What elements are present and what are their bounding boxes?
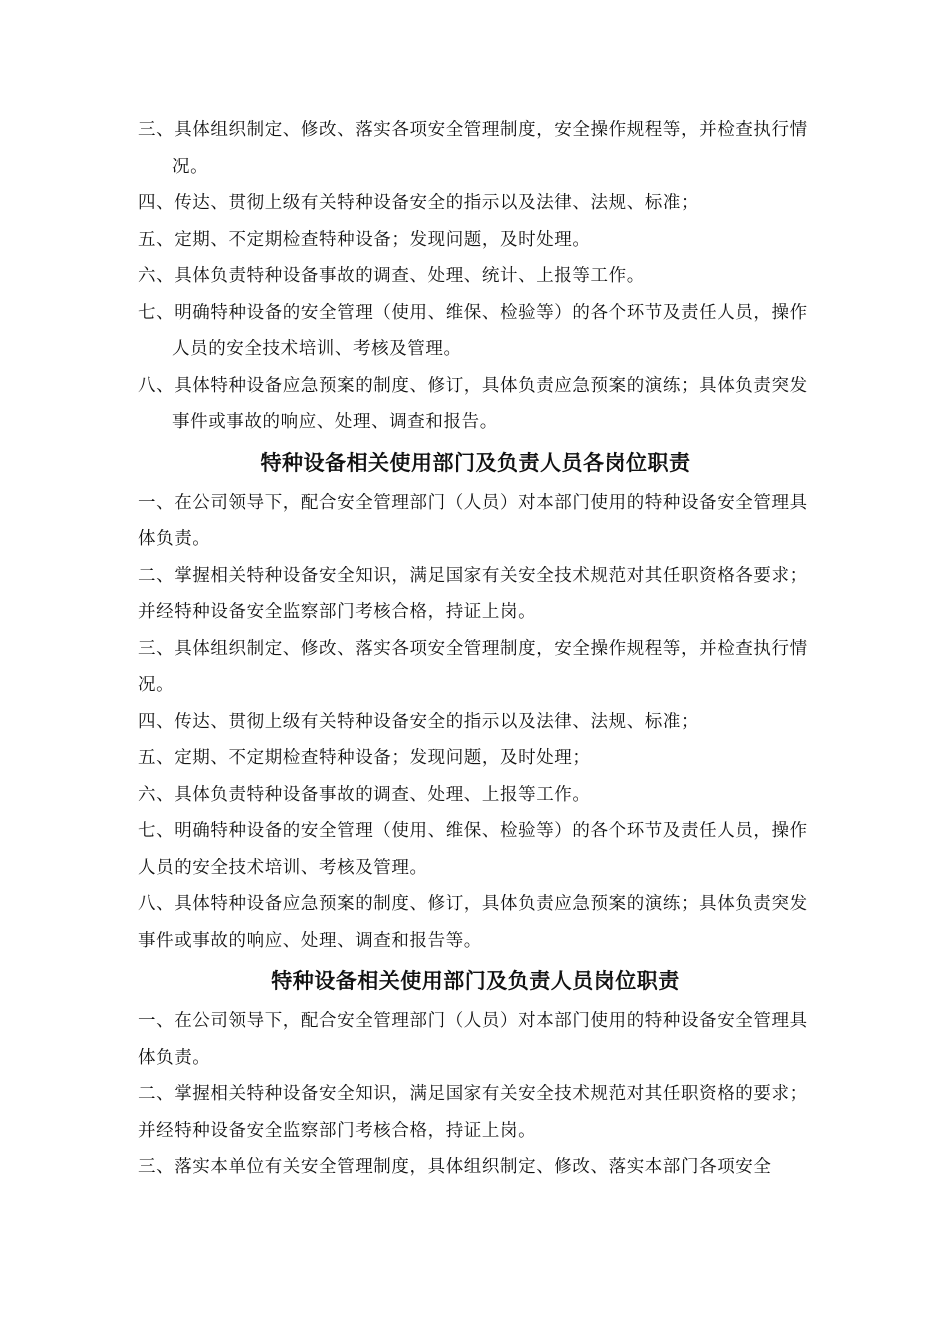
section-heading: 特种设备相关使用部门及负责人员各岗位职责	[260, 449, 691, 475]
list-item: 六、具体负责特种设备事故的调查、处理、上报等工作。	[138, 784, 591, 805]
list-item: 二、掌握相关特种设备安全知识，满足国家有关安全技术规范对其任职资格各要求；并经特种设备安全监察部门考核合格，持证上岗。	[138, 565, 808, 622]
list-item: 七、明确特种设备的安全管理（使用、维保、检验等）的各个环节及责任人员，操作人员的安全技术培训、考核及管理。	[138, 821, 808, 878]
list-item: 四、传达、贯彻上级有关特种设备安全的指示以及法律、法规、标准；	[138, 193, 700, 213]
list-item: 二、掌握相关特种设备安全知识，满足国家有关安全技术规范对其任职资格的要求；并经特种设备安全监察部门考核合格，持证上岗。	[138, 1084, 808, 1141]
document-body	[138, 112, 813, 1186]
list-item: 一、在公司领导下，配合安全管理部门（人员）对本部门使用的特种设备安全管理具体负责。	[138, 492, 808, 549]
section-3	[138, 959, 813, 1186]
list-item: 三、落实本单位有关安全管理制度，具体组织制定、修改、落实本部门各项安全	[138, 1157, 772, 1177]
list-item: 五、定期、不定期检查特种设备；发现问题，及时处理；	[138, 748, 591, 768]
list-item: 八、具体特种设备应急预案的制度、修订，具体负责应急预案的演练；具体负责突发事件或事故的响应、处理、调查和报告。	[138, 375, 808, 432]
list-item: 八、具体特种设备应急预案的制度、修订，具体负责应急预案的演练；具体负责突发事件或事故的响应、处理、调查和报告等。	[138, 894, 808, 951]
list-item: 一、在公司领导下，配合安全管理部门（人员）对本部门使用的特种设备安全管理具体负责。	[138, 1011, 808, 1068]
section-heading: 特种设备相关使用部门及负责人员岗位职责	[271, 968, 680, 993]
list-item: 三、具体组织制定、修改、落实各项安全管理制度，安全操作规程等，并检查执行情况。	[138, 638, 808, 695]
list-item: 六、具体负责特种设备事故的调查、处理、统计、上报等工作。	[138, 266, 645, 286]
list-item: 七、明确特种设备的安全管理（使用、维保、检验等）的各个环节及责任人员，操作人员的安全技术培训、考核及管理。	[138, 302, 808, 359]
section-2	[138, 441, 813, 960]
list-item: 四、传达、贯彻上级有关特种设备安全的指示以及法律、法规、标准；	[138, 711, 700, 732]
list-item: 五、定期、不定期检查特种设备；发现问题，及时处理。	[138, 229, 591, 250]
section-1	[138, 112, 813, 441]
list-item: 三、具体组织制定、修改、落实各项安全管理制度，安全操作规程等，并检查执行情况。	[138, 120, 808, 177]
